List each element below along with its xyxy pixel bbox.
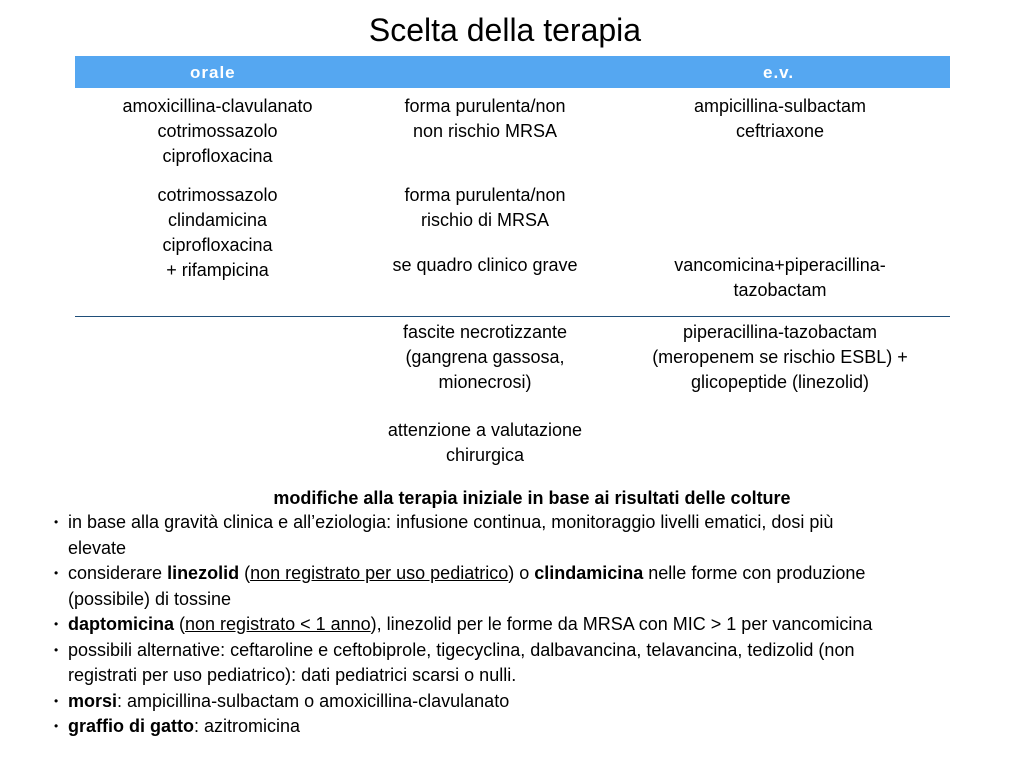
header-oral: orale [190,63,236,82]
drug-line: piperacillina-tazobactam [682,322,878,342]
row2-oral-drugs [75,183,360,283]
bullet-icon: • [54,566,59,580]
bullet-text: : azitromicina [193,716,301,736]
keyword-morsi: morsi [68,690,118,711]
row3-condition [355,253,615,278]
modifications-list [0,510,1024,740]
list-item [0,561,1024,612]
row4-ev-drugs [615,320,945,395]
drug-line: amoxicillina-clavulanato [122,96,313,116]
list-item [0,714,1024,740]
bullet-text: ( [174,614,186,634]
bullet-text: : ampicillina-sulbactam o amoxicillina-clavulanato [117,690,510,711]
keyword-graffio-di-gatto: graffio di gatto [68,716,194,736]
list-item [0,638,1024,689]
row3-ev-drugs [615,253,945,303]
bullet-icon: • [54,515,59,529]
drug-line: ceftriaxone [735,121,825,141]
bullet-text: possibili alternative: ceftaroline e ceftobiprole, tigecyclina, dalbavancina, telavancina, tedizolid (non [68,639,855,660]
drug-line: (meropenem se rischio ESBL) + [652,347,908,367]
row5-surgical-note [345,418,625,468]
bullet-text: nelle forme con produzione [643,563,866,583]
condition-line: forma purulenta/non [404,185,566,205]
drug-line: cotrimossazolo [157,185,278,205]
condition-line: non rischio MRSA [412,121,558,141]
condition-line: se quadro clinico grave [392,255,578,275]
condition-line: chirurgica [445,445,525,465]
bullet-icon: • [54,719,59,733]
underlined-note: non registrato per uso pediatrico [250,563,509,583]
drug-line: glicopeptide (linezolid) [690,372,870,392]
drug-line: vancomicina+piperacillina- [674,255,886,275]
header-ev: e.v. [763,63,795,82]
drug-line: ciprofloxacina [162,235,273,255]
row2-condition [355,183,615,233]
row4-condition [355,320,615,395]
row1-condition [355,94,615,144]
condition-line: attenzione a valutazione [387,420,583,440]
bullet-text: elevate [68,537,127,558]
drug-line: ciprofloxacina [162,146,273,166]
drug-line: clindamicina [167,210,268,230]
page-title: Scelta della terapia [368,12,642,48]
table-divider [75,316,950,317]
bullet-text: (possibile) di tossine [68,588,232,609]
drug-name-linezolid: linezolid [167,563,240,583]
condition-line: fascite necrotizzante [402,322,568,342]
drug-name-clindamicina: clindamicina [534,563,644,583]
drug-line: ampicillina-sulbactam [693,96,867,116]
condition-line: (gangrena gassosa, [405,347,565,367]
list-item [0,612,1024,638]
condition-line: forma purulenta/non [404,96,566,116]
condition-line: mionecrosi) [438,372,532,392]
modifications-heading: modifiche alla terapia iniziale in base ai risultati delle colture [273,488,791,508]
row1-oral-drugs [75,94,360,169]
bullet-text: ( [239,563,251,583]
drug-line: tazobactam [733,280,827,300]
list-item [0,510,1024,561]
bullet-text: registrati per uso pediatrico): dati pediatrici scarsi o nulli. [68,665,517,685]
bullet-text: ), linezolid per le forme da MRSA con MIC > 1 per vancomicina [370,614,873,634]
row1-ev-drugs [615,94,945,144]
bullet-text: ) o [508,563,535,583]
bullet-icon: • [54,693,59,708]
underlined-note: non registrato < 1 anno [185,614,371,634]
bullet-icon: • [54,617,59,631]
drug-line: + rifampicina [166,260,269,280]
drug-name-daptomicina: daptomicina [68,614,175,634]
bullet-text: considerare [68,563,168,583]
drug-line: cotrimossazolo [157,121,278,141]
list-item [0,689,1024,715]
bullet-icon: • [54,642,59,657]
table-header-bar [75,56,950,88]
bullet-text: in base alla gravità clinica e all’eziologia: infusione continua, monitoraggio livelli ematici, dosi più [68,512,834,532]
condition-line: rischio di MRSA [420,210,550,230]
